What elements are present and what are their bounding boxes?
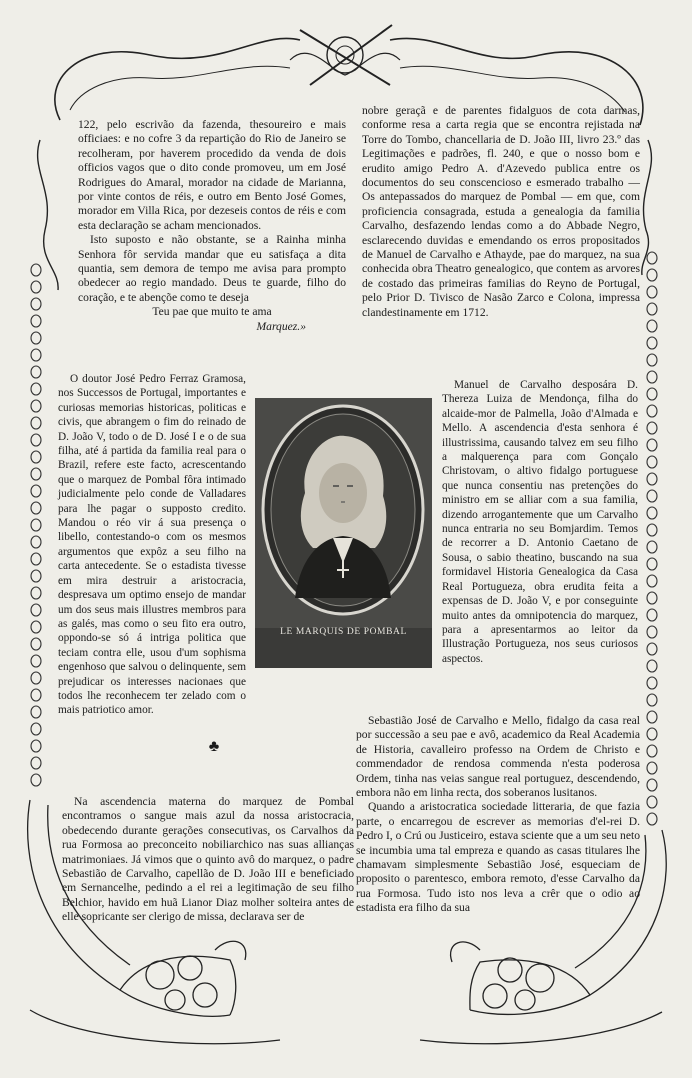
right-column-bottom	[356, 714, 640, 916]
left-column-mid	[58, 372, 246, 718]
letter-signature: Marquez.»	[256, 319, 306, 333]
paragraph: Isto suposto e não obstante, se a Rainha minha Senhora fôr servida mandar que eu satisfaça a dita quantia, sem demora de tempo me avisa para prompto obedecer ao regio mandado. Deus te guarde, filho do coração, e te abençõe como te deseja	[78, 233, 346, 304]
right-ring-chain	[647, 252, 657, 825]
top-emblem	[290, 25, 400, 85]
paragraph: nobre geraçã e de parentes fidalguos de cota darmas, conforme resa a carta regia que se encontra rejistada na Torre do Tombo, chancellaria de D. João III, livro 23.º das Legitimações e padrões, fl. 240, e que o nosso bom e erudito amigo Pedro A. d'Azevedo publica entre os documentos do seu conscencioso e esmerado trabalho — Os antepassados do marquez de Pombal — em que, com proficiencia consagrada, estuda a genealogia da familia Carvalho, desfazendo lendas como a do Abbade Negro, esclarecendo duvidas e emendando os erros propositados de Manuel de Carvalho e Athayde, pae do marquez, na sua conhecida obra Theatro genealogico, que contem as arvores de costado das primeiras familias do Reyno de Portugal, pelo Prior D. Tivisco de Nasão Zarco e Colona, impressa clandestinamente em 1712.	[362, 104, 640, 319]
portrait-illustration	[255, 398, 432, 628]
paragraph: Manuel de Carvalho desposára D. Thereza Luiza de Mendonça, filha do alcaide-mor de Palmella, João d'Almada e Mello. A ascendencia d'esta senhora é illustrissima, causando talvez em seu filho a malquerença para com Gonçalo Christovam, o altivo fidalgo portuguese que nunca consentiu nas pretenções do ministro em se alliar com a sua familia, dizendo arrogantemente que um Carvalho nunca entraria no seu Bomjardim. Temos de recorrer a D. Antonio Caetano de Sousa, o sabio theatino, buscando na sua formidavel Historia Genealogica da Casa Real Portugueza, obra erudita feita a expensas de D. João V, e por conseguinte muito antes da omnipotencia do marquez, para a apresentarmos ao leitor da Illustração Portugueza, nos seus curiosos aspectos.	[442, 379, 638, 665]
left-column-top	[78, 118, 346, 334]
right-column-mid	[442, 378, 638, 666]
right-column-top	[362, 104, 640, 320]
paragraph: Na ascendencia materna do marquez de Pombal encontramos o sangue mais azul da nossa aristocracia, obedecendo durante gerações consecutivas, os Carvalhos da rua Formosa ao preconceito nobiliarchico nas suas allianças matrimoniaes. Já vimos que o quinto avô do marquez, o padre Sebastião de Carvalho, capellão de D. João III e beneficiado em Sernancelhe, pedindo a el rei a legitimação de seu filho Belchior, havido em huã Lianor Diaz molher solteira antes de elle sopricante ser clerigo de missa, declarava ser de	[62, 795, 354, 924]
left-column-bottom	[62, 795, 354, 925]
portrait-caption: LE MARQUIS DE POMBAL	[280, 627, 407, 637]
letter-closing: Teu pae que muito te ama	[152, 305, 272, 319]
paragraph: Sebastião José de Carvalho e Mello, fidalgo da casa real por successão a seu pae e avô, academico da Real Academia de Historia, cavalleiro professo na Ordem de Christo e commendador de rendosa commenda n'esta poderosa Ordem, tinha nas veias sangue real portuguez, descendendo, embora não em linha recta, dos soberanos lusitanos.	[356, 714, 640, 800]
left-ring-chain	[31, 264, 41, 786]
fleuron-ornament: ♣	[208, 738, 220, 755]
ornament-block	[58, 740, 358, 754]
paragraph: 122, pelo escrivão da fazenda, thesoureiro e mais officiaes: e no cofre 3 da repartição do Rio de Janeiro se recolheram, por haverem procedido da venda de dois officios vagos que o dito conde promoveu, um em José Rodrigues do Amaral, morador na cidade de Marianna, por vinte contos de réis, e outro em Bento José Gomes, morador em Villa Rica, por dezeseis contos de réis e com esta declaração se acham mencionados.	[78, 118, 346, 232]
paragraph: O doutor José Pedro Ferraz Gramosa, nos Successos de Portugal, importantes e curiosas memorias historicas, politicas e civis, que abrangem o fim do reinado de D. João V, todo o de D. José I e o de sua filha, até á partida da familia real para o Brazil, refere este facto, acrescentando que o marquez de Pombal fôra intimado judicialmente pelo conde de Valladares para lhe pagar o supposto credito. Mandou o réo vir á sua presença o libello, contestando-o com os mesmos argumentos que expôz a seu filho na carta antecedente. Se o estadista tivesse em mira destruir a aristocracia, despresava um optimo ensejo de mandar um dos seus mais illustres membros para as galés, mas como o seu fito era outro, oppondo-se só á intriga politica que teciam contra elle, usou d'um sophisma engenhoso que salvou o delinquente, sem prejudicar os interesses nacionaes que todos lhe reconhecem ter zelado com o mais patriotico amor.	[58, 373, 246, 717]
paragraph: Quando a aristocratica sociedade litteraria, de que fazia parte, o encarregou de escrever as memorias d'el-rei D. Pedro I, o Crú ou Justiceiro, estava sciente que a um seu neto se incumbia uma tal empreza e quando as casas titulares lhe chamavam simplesmente Sebastião José, esqueciam de proposito o parentesco, embora remoto, d'esse Carvalho da rua Formosa. Tudo isto nos leva a crêr que o odio ao estadista era filho da sua	[356, 800, 640, 915]
